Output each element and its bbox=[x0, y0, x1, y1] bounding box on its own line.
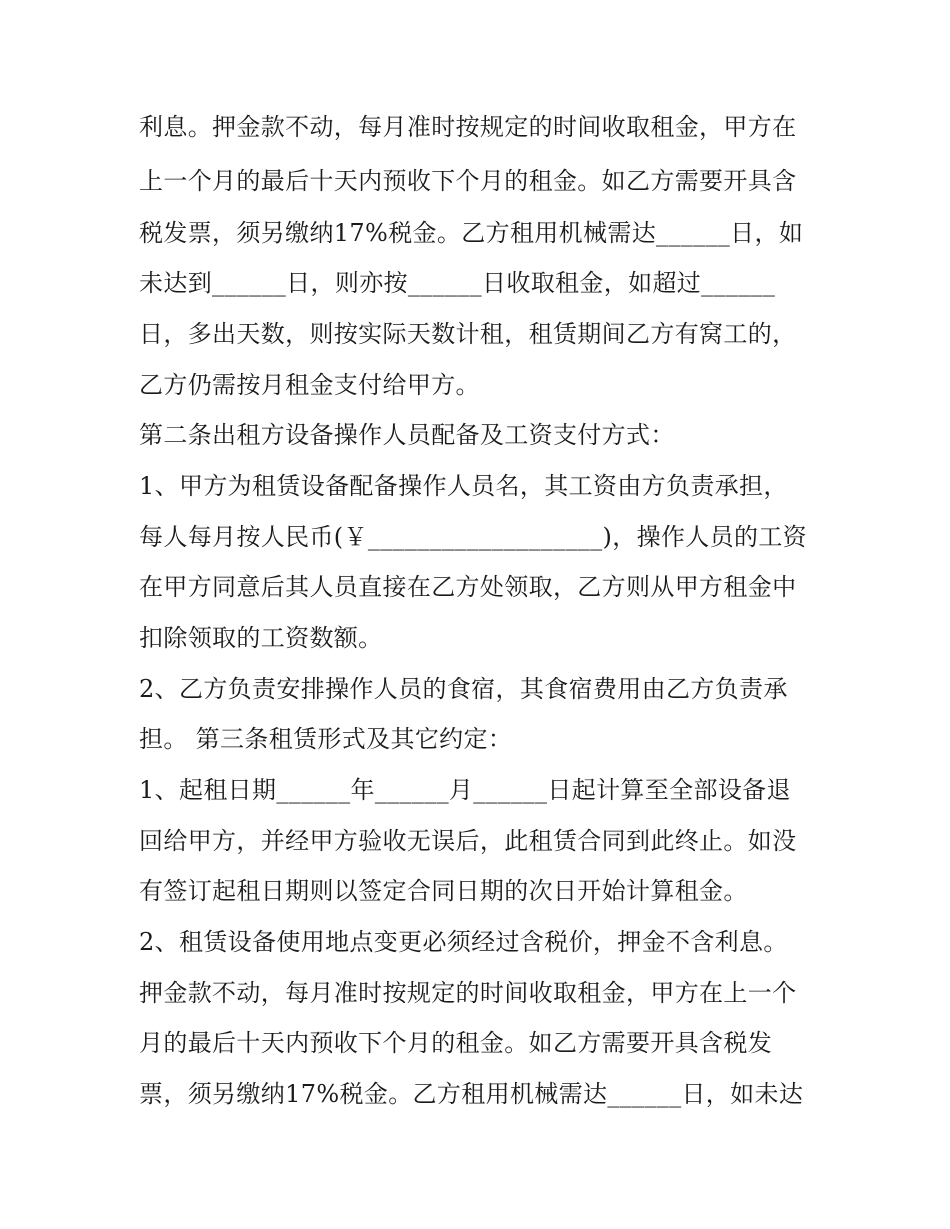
text-line: 扣除领取的工资数额。 bbox=[139, 624, 383, 652]
article-heading: 第二条出租方设备操作人员配备及工资支付方式： bbox=[139, 421, 675, 449]
text-line: 日，多出天数，则按实际天数计租，租赁期间乙方有窝工的， bbox=[139, 320, 797, 348]
text-line: 2、租赁设备使用地点变更必须经过含税价，押金不含利息。 bbox=[139, 928, 788, 956]
text-line: 乙方仍需按月租金支付给甲方。 bbox=[139, 371, 480, 399]
text-line: 有签订起租日期则以签定合同日期的次日开始计算租金。 bbox=[139, 877, 748, 905]
text-line: 1、起租日期______年______月______日起计算至全部设备退 bbox=[139, 776, 791, 804]
text-line: 税发票，须另缴纳17%税金。乙方租用机械需达______日，如 bbox=[139, 219, 804, 247]
text-line: 在甲方同意后其人员直接在乙方处领取，乙方则从甲方租金中 bbox=[139, 573, 797, 601]
text-line: 票，须另缴纳17%税金。乙方租用机械需达______日，如未达 bbox=[139, 1080, 804, 1108]
text-line: 上一个月的最后十天内预收下个月的租金。如乙方需要开具含 bbox=[139, 167, 797, 195]
text-line: 回给甲方，并经甲方验收无误后，此租赁合同到此终止。如没 bbox=[139, 827, 797, 855]
text-line: 2、乙方负责安排操作人员的食宿，其食宿费用由乙方负责承 bbox=[139, 675, 788, 703]
text-line: 每人每月按人民币(￥___________________)，操作人员的工资 bbox=[139, 523, 808, 551]
text-line: 月的最后十天内预收下个月的租金。如乙方需要开具含税发 bbox=[139, 1029, 773, 1057]
text-line: 押金款不动，每月准时按规定的时间收取租金，甲方在上一个 bbox=[139, 979, 797, 1007]
text-line: 担。 第三条租赁形式及其它约定： bbox=[139, 725, 513, 753]
text-line: 利息。押金款不动，每月准时按规定的时间收取租金，甲方在 bbox=[139, 113, 797, 141]
text-line: 未达到______日，则亦按______日收取租金，如超过______ bbox=[139, 269, 776, 297]
text-line: 1、甲方为租赁设备配备操作人员名，其工资由方负责承担， bbox=[139, 472, 788, 500]
